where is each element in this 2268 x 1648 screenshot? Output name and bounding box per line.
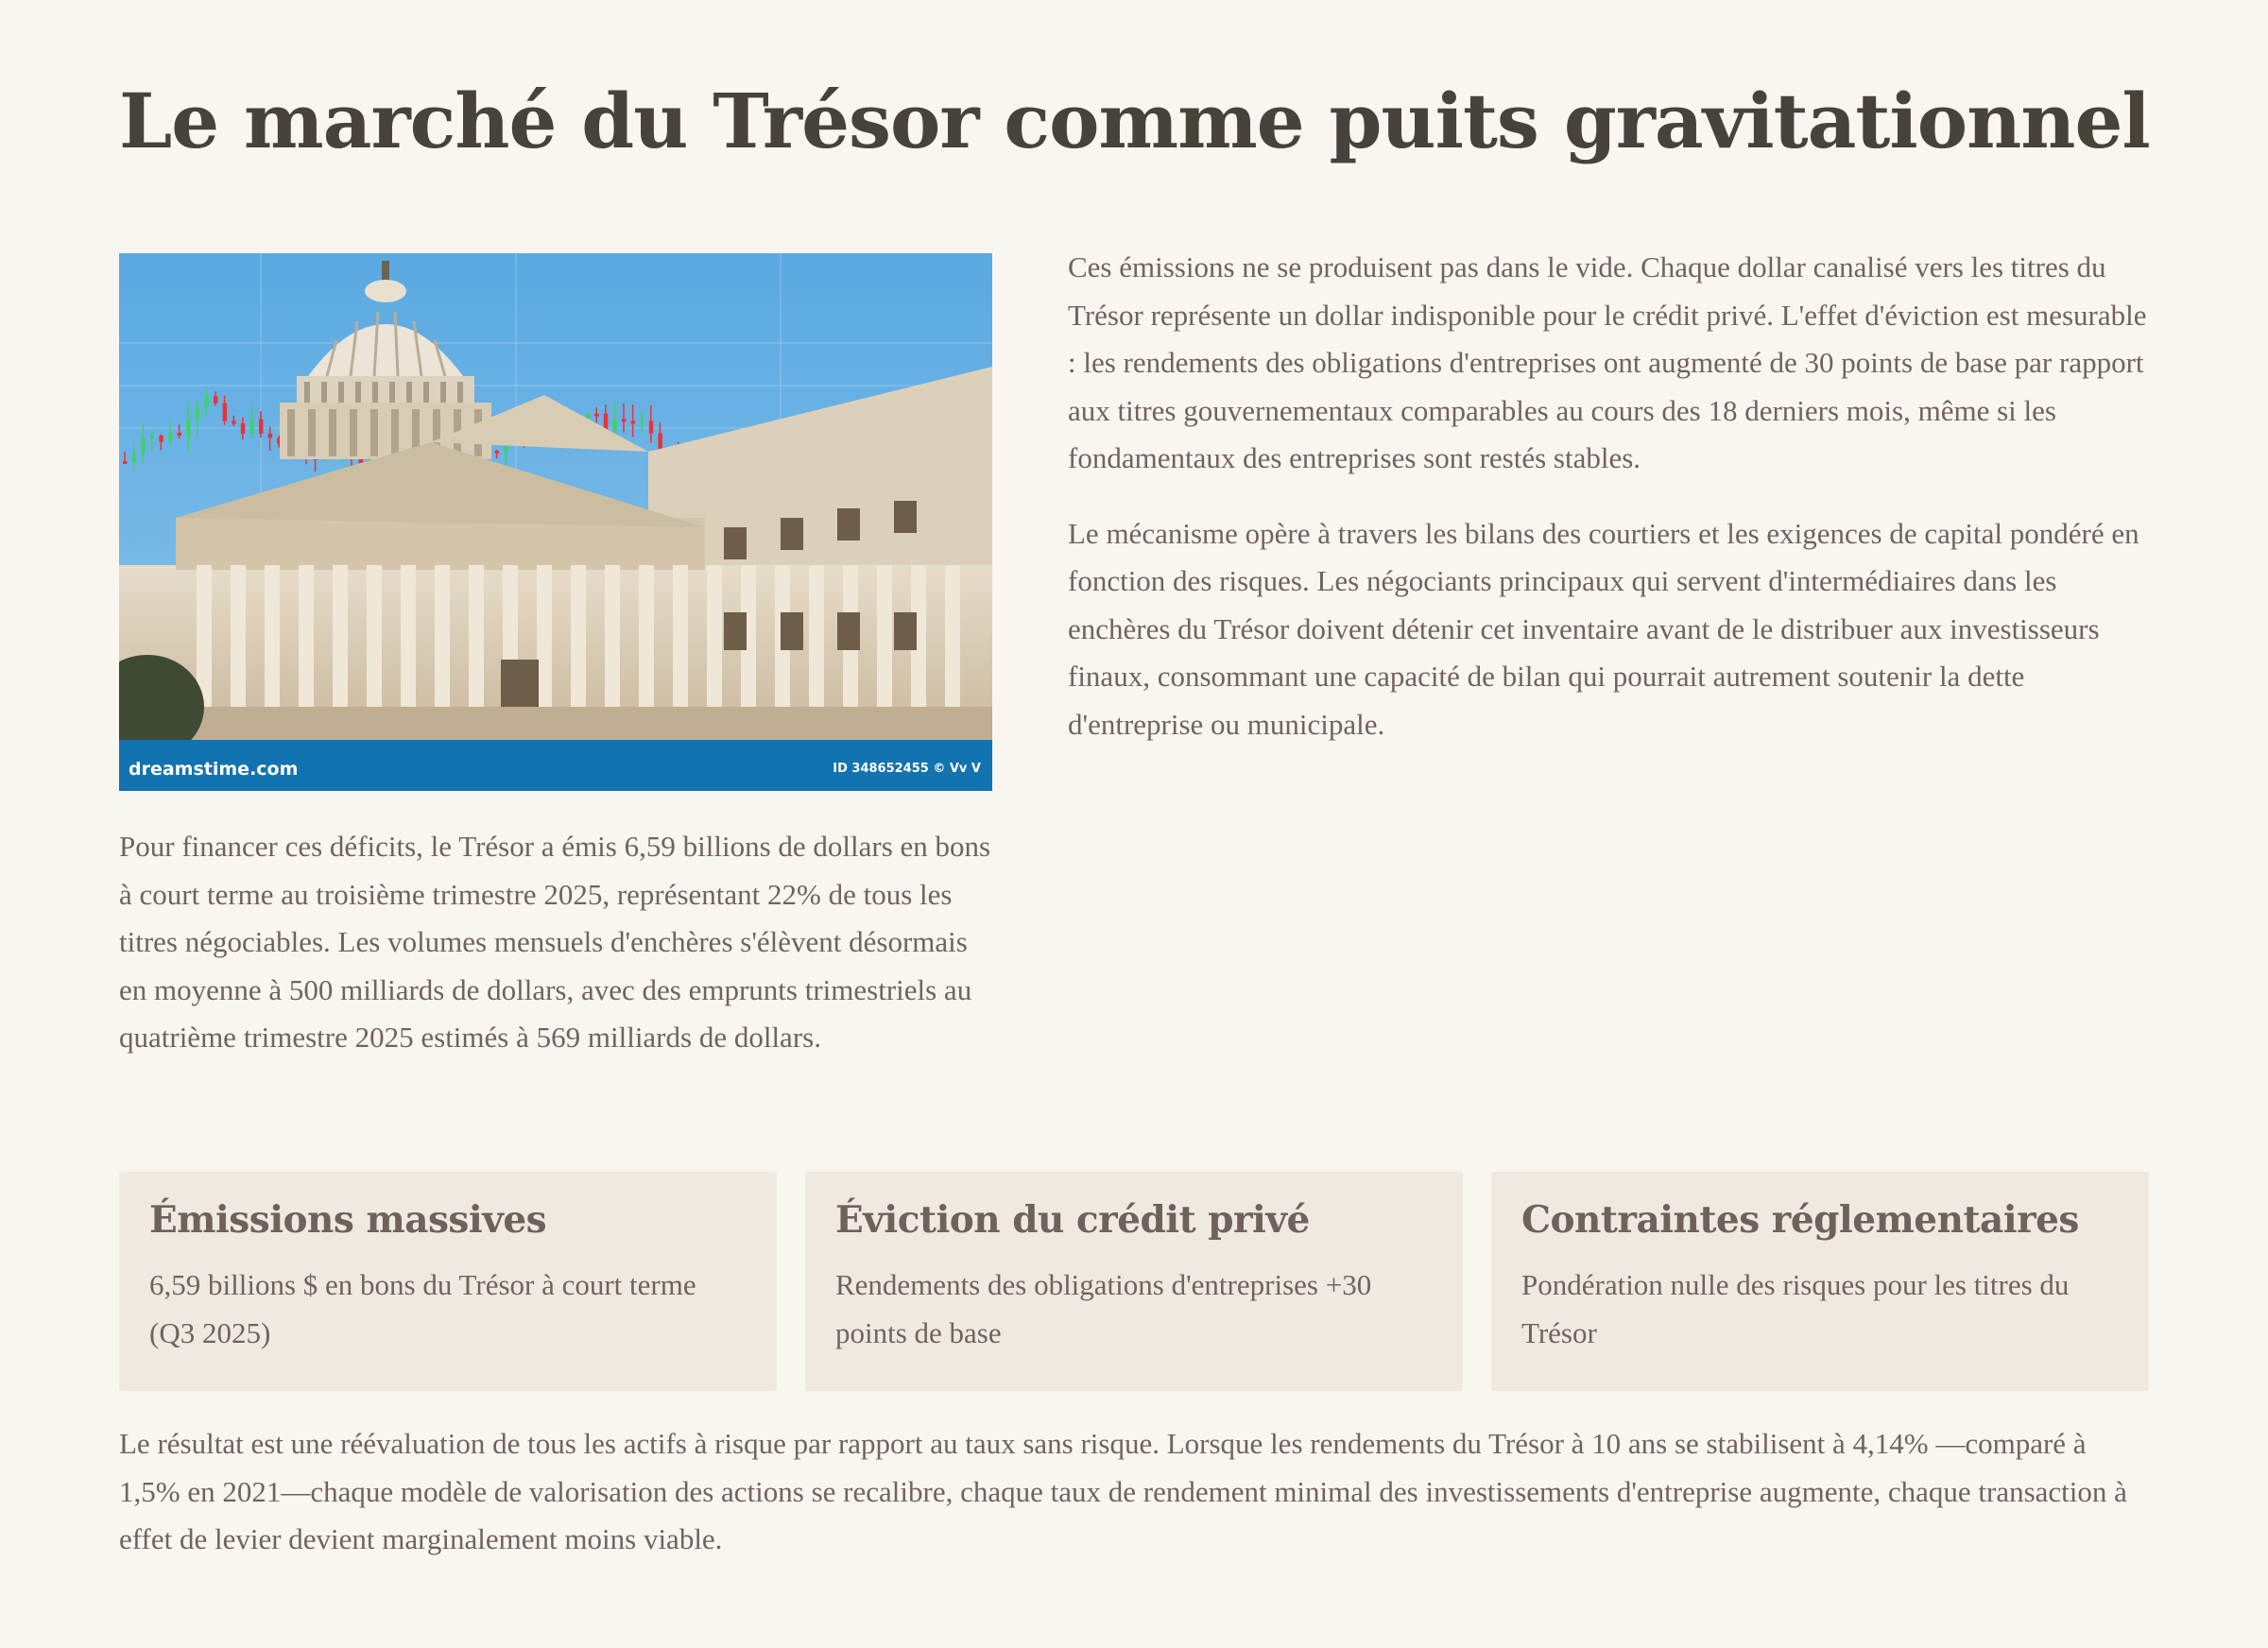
- candle-body: [168, 433, 173, 441]
- candle-body: [640, 421, 644, 423]
- right-paragraph-2: Le mécanisme opère à travers les bilans des courtiers et les exigences de capital pondéré en fonction des risques. Les négociants principaux qui servent d'intermédiaires dans les enchères du Trésor doivent détenir cet inventaire avant de le distribuer aux investisseurs finaux, consommant une capacité de bilan qui pourrait autrement soutenir la dette d'entreprise ou municipale.: [1068, 516, 2139, 741]
- card-title: Éviction du crédit privé: [835, 1198, 1310, 1242]
- candle-body: [504, 445, 508, 453]
- card-text: Rendements des obligations d'entreprises +30 points de base: [835, 1268, 1372, 1349]
- card-text: Pondération nulle des risques pour les titres du Trésor: [1521, 1268, 2070, 1349]
- candle-body: [159, 436, 163, 442]
- candle-body: [178, 433, 182, 436]
- card-title: Contraintes réglementaires: [1521, 1198, 2079, 1242]
- card-text: 6,59 billions $ en bons du Trésor à court terme (Q3 2025): [149, 1268, 696, 1349]
- candle-body: [241, 423, 245, 434]
- candle-body: [249, 420, 254, 434]
- candle-body: [612, 419, 617, 430]
- capitol-stock-chart-image: [119, 253, 992, 791]
- candle-body: [132, 453, 137, 461]
- card-eviction: [805, 1172, 1463, 1391]
- bottom-section: [119, 1420, 2149, 1564]
- candle-body: [594, 414, 599, 417]
- card-title: Émissions massives: [149, 1198, 547, 1242]
- candle-body: [495, 451, 500, 454]
- left-paragraph: Pour financer ces déficits, le Trésor a émis 6,59 billions de dollars en bons à court terme au troisième trimestre 2025, représentant 22% de tous les titres négociables. Les volumes mensuels d'enchères s'élèvent désormais en moyenne à 500 milliards de dollars, avec des emprunts trimestriels au quatrième trimestre 2025 estimés à 569 milliards de dollars.: [119, 830, 991, 1054]
- candle-body: [123, 461, 128, 464]
- candle-body: [196, 407, 200, 421]
- right-column: [1068, 244, 2149, 748]
- card-constraints: [1491, 1172, 2149, 1391]
- candle-body: [268, 434, 273, 438]
- candle-body: [204, 396, 209, 406]
- page-title: Le marché du Trésor comme puits gravitationnel: [119, 77, 2150, 165]
- candle-body: [141, 438, 146, 453]
- left-column: [119, 823, 992, 1062]
- right-paragraph-1: Ces émissions ne se produisent pas dans le vide. Chaque dollar canalisé vers les titres du Trésor représente un dollar indisponible pour le crédit privé. L'effet d'éviction est mesurable : les rendements des obligations d'entreprises ont augmenté de 30 points de base par rapport aux titres gouvernementaux comparables au cours des 18 derniers mois, même si les fondamentaux des entreprises sont restés stables.: [1068, 250, 2147, 474]
- candle-body: [214, 396, 218, 403]
- candle-body: [150, 436, 155, 438]
- candle-body: [232, 421, 236, 424]
- candle-body: [631, 421, 636, 424]
- candle-body: [586, 414, 591, 419]
- candle-body: [622, 419, 627, 421]
- card-emissions: [119, 1172, 777, 1391]
- candle-body: [649, 421, 654, 433]
- highlight-cards: [119, 1172, 2149, 1391]
- watermark-left: dreamstime.com: [129, 759, 299, 780]
- candle-body: [259, 420, 264, 434]
- candle-body: [186, 420, 191, 435]
- watermark-right: ID 348652455 © Vv V: [833, 762, 981, 776]
- bottom-paragraph: Le résultat est une réévaluation de tous les actifs à risque par rapport au taux sans risque. Lorsque les rendements du Trésor à 10 ans se stabilisent à 4,14% —comparé à 1,5% en 2021—chaque modèle de valorisation des actions se recalibre, chaque taux de rendement minimal des investissements d'entreprise augmente, chaque transaction à effet de levier devient marginalement moins viable.: [119, 1427, 2127, 1555]
- candle-body: [223, 403, 228, 421]
